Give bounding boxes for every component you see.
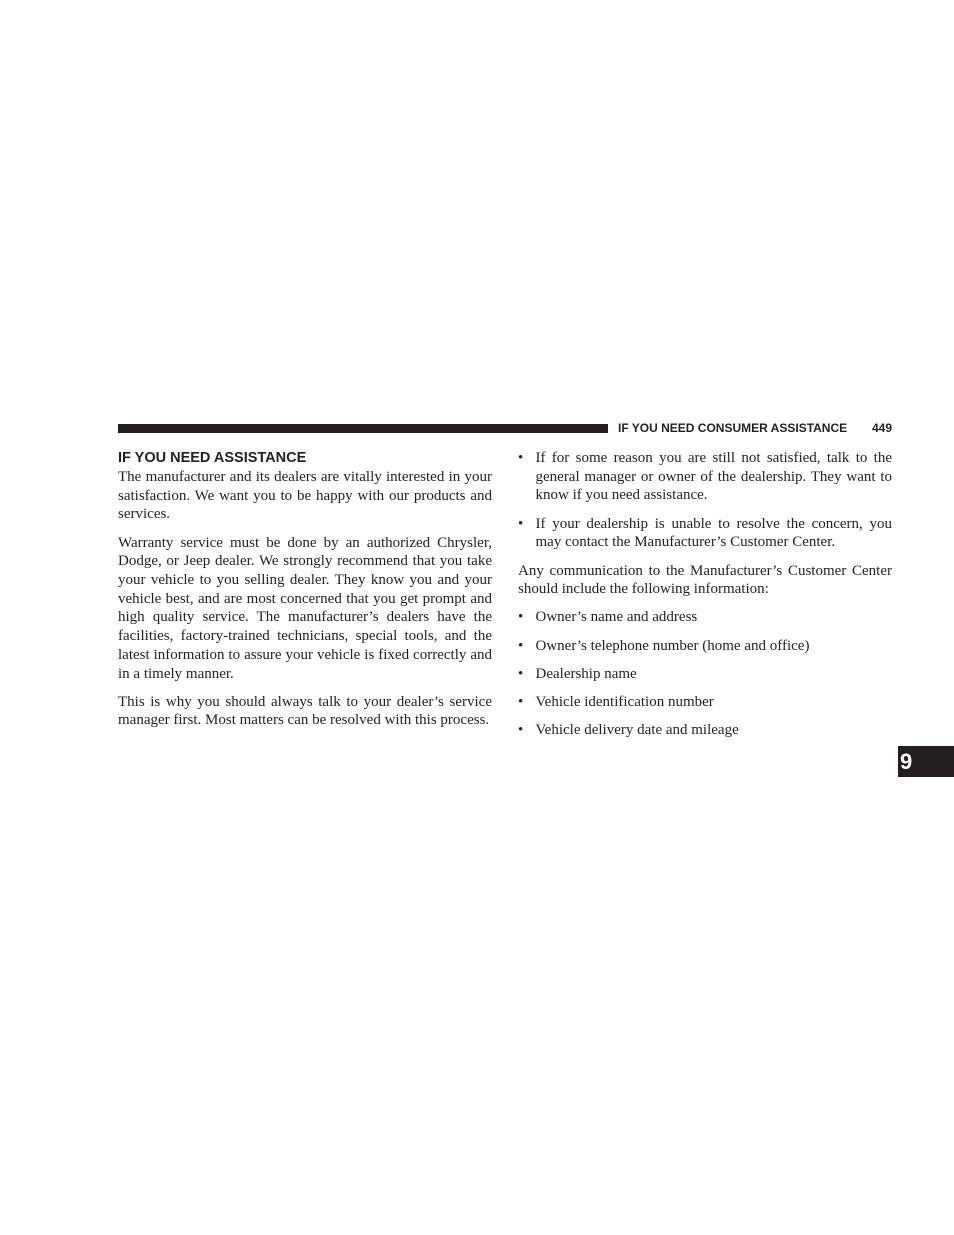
left-column: [118, 448, 492, 740]
chapter-number: 9: [900, 749, 913, 774]
page-number: 449: [871, 421, 892, 435]
running-header: [618, 420, 892, 436]
bullet-icon: •: [518, 609, 524, 626]
list-item-text: Dealership name: [535, 665, 637, 682]
paragraph-communication: Any communication to the Manufacturer’s Customer Center should include the following information:: [518, 562, 892, 598]
list-item-text: If for some reason you are still not satisfied, talk to the general manager or owner of the dealership. They want to know if you need assistance.: [535, 450, 892, 504]
bullet-icon: •: [518, 450, 524, 466]
chapter-tab: [898, 746, 954, 777]
paragraph-satisfaction: The manufacturer and its dealers are vitally interested in your satisfaction. We want you to be happy with our products and services.: [118, 469, 492, 523]
list-item: [518, 515, 892, 552]
header-rule: [118, 424, 608, 433]
list-item: [518, 637, 892, 656]
bullet-icon: •: [518, 637, 524, 654]
bullet-icon: •: [518, 694, 524, 711]
right-column: [518, 448, 892, 749]
list-item: [518, 665, 892, 684]
list-item-text: Vehicle delivery date and mileage: [535, 722, 739, 739]
list-item: [518, 693, 892, 712]
bullet-icon: •: [518, 515, 524, 532]
required-info-list: [518, 608, 892, 740]
list-item: [518, 721, 892, 740]
list-item-text: Vehicle identification number: [535, 694, 714, 711]
list-item-text: Owner’s telephone number (home and office): [535, 637, 810, 654]
bullet-icon: •: [518, 665, 524, 682]
paragraph-service-manager: This is why you should always talk to your dealer’s service manager first. Most matters can be resolved with this process.: [118, 693, 492, 729]
section-heading: IF YOU NEED ASSISTANCE: [118, 450, 307, 466]
bullet-icon: •: [518, 722, 524, 739]
list-item: [518, 608, 892, 627]
list-item-text: If your dealership is unable to resolve the concern, you may contact the Manufacturer’s Customer Center.: [535, 515, 892, 551]
escalation-list: [518, 449, 892, 552]
running-title: IF YOU NEED CONSUMER ASSISTANCE: [618, 421, 848, 435]
list-item: [518, 449, 892, 505]
list-item-text: Owner’s name and address: [535, 609, 698, 626]
paragraph-warranty-service: Warranty service must be done by an authorized Chrysler, Dodge, or Jeep dealer. We strongly recommend that you take your vehicle to you selling dealer. They know you and your vehicle best, and are most concerned that you get prompt and high quality service. The manufacturer’s dealers have the facilities, factory-trained technicians, special tools, and the latest information to assure your vehicle is fixed correctly and in a timely manner.: [118, 534, 492, 682]
